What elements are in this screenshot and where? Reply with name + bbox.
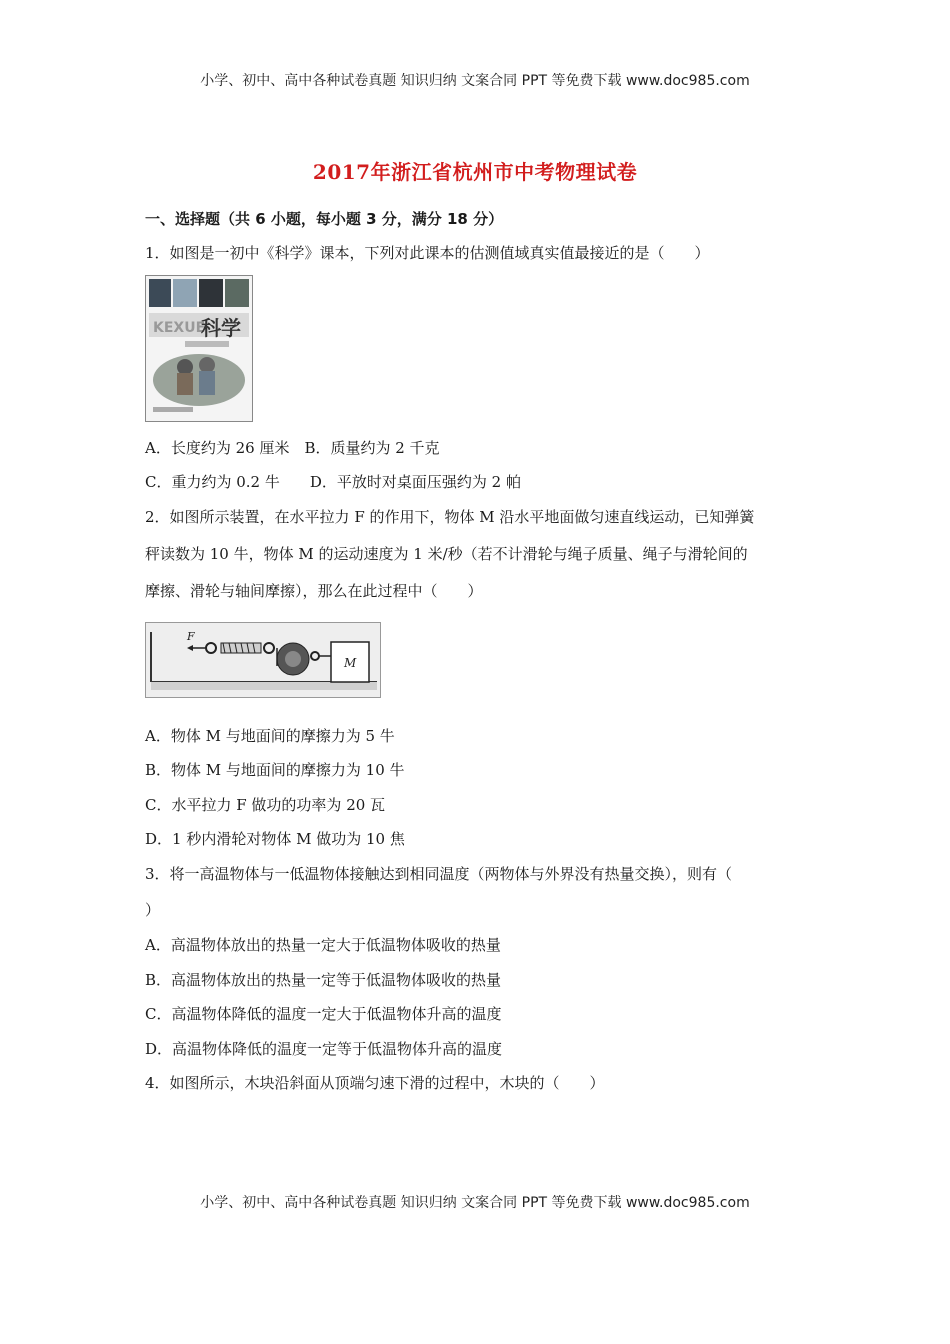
cover-title: 科学 — [201, 316, 241, 340]
force-label: F — [187, 630, 195, 643]
q1-stem: 1．如图是一初中《科学》课本，下列对此课本的估测值域真实值最接近的是（ ） — [145, 244, 710, 262]
textbook-cover-figure — [145, 275, 253, 422]
q3-stem-line2: ） — [145, 901, 161, 919]
block-label: M — [344, 656, 357, 670]
section-heading: 一、选择题（共 6 小题，每小题 3 分，满分 18 分） — [145, 210, 504, 228]
q3-option-b: B．高温物体放出的热量一定等于低温物体吸收的热量 — [145, 971, 502, 989]
q3-option-c: C．高温物体降低的温度一定大于低温物体升高的温度 — [145, 1005, 502, 1023]
q1-options-cd: C．重力约为 0.2 牛 D．平放时对桌面压强约为 2 帕 — [145, 473, 521, 491]
q2-option-a: A．物体 M 与地面间的摩擦力为 5 牛 — [145, 727, 395, 745]
q2-option-b: B．物体 M 与地面间的摩擦力为 10 牛 — [145, 761, 405, 779]
svg-text:KEXUE: KEXUE — [153, 320, 206, 336]
q2-stem-line2: 秤读数为 10 牛，物体 M 的运动速度为 1 米/秒（若不计滑轮与绳子质量、绳子与滑轮间的 — [145, 545, 748, 563]
q2-stem-line1: 2．如图所示装置，在水平拉力 F 的作用下，物体 M 沿水平地面做匀速直线运动，已知弹簧 — [145, 508, 755, 526]
q3-option-d: D．高温物体降低的温度一定等于低温物体升高的温度 — [145, 1040, 503, 1058]
page-header: 小学、初中、高中各种试卷真题 知识归纳 文案合同 PPT 等免费下载 www.doc985.com — [200, 73, 750, 89]
q4-stem: 4．如图所示，木块沿斜面从顶端匀速下滑的过程中，木块的（ ） — [145, 1074, 605, 1092]
q3-stem-line1: 3．将一高温物体与一低温物体接触达到相同温度（两物体与外界没有热量交换），则有（ — [145, 865, 733, 883]
q2-option-d: D．1 秒内滑轮对物体 M 做功为 10 焦 — [145, 830, 405, 848]
q1-options-ab: A．长度约为 26 厘米 B．质量约为 2 千克 — [145, 439, 440, 457]
q3-option-a: A．高温物体放出的热量一定大于低温物体吸收的热量 — [145, 936, 501, 954]
q2-option-c: C．水平拉力 F 做功的功率为 20 瓦 — [145, 796, 386, 814]
page-title: 2017年浙江省杭州市中考物理试卷 — [312, 160, 638, 184]
q2-stem-line3: 摩擦、滑轮与轴间摩擦），那么在此过程中（ ） — [145, 582, 483, 600]
page-footer: 小学、初中、高中各种试卷真题 知识归纳 文案合同 PPT 等免费下载 www.doc985.com — [200, 1195, 750, 1211]
pulley-apparatus-figure — [145, 622, 381, 698]
